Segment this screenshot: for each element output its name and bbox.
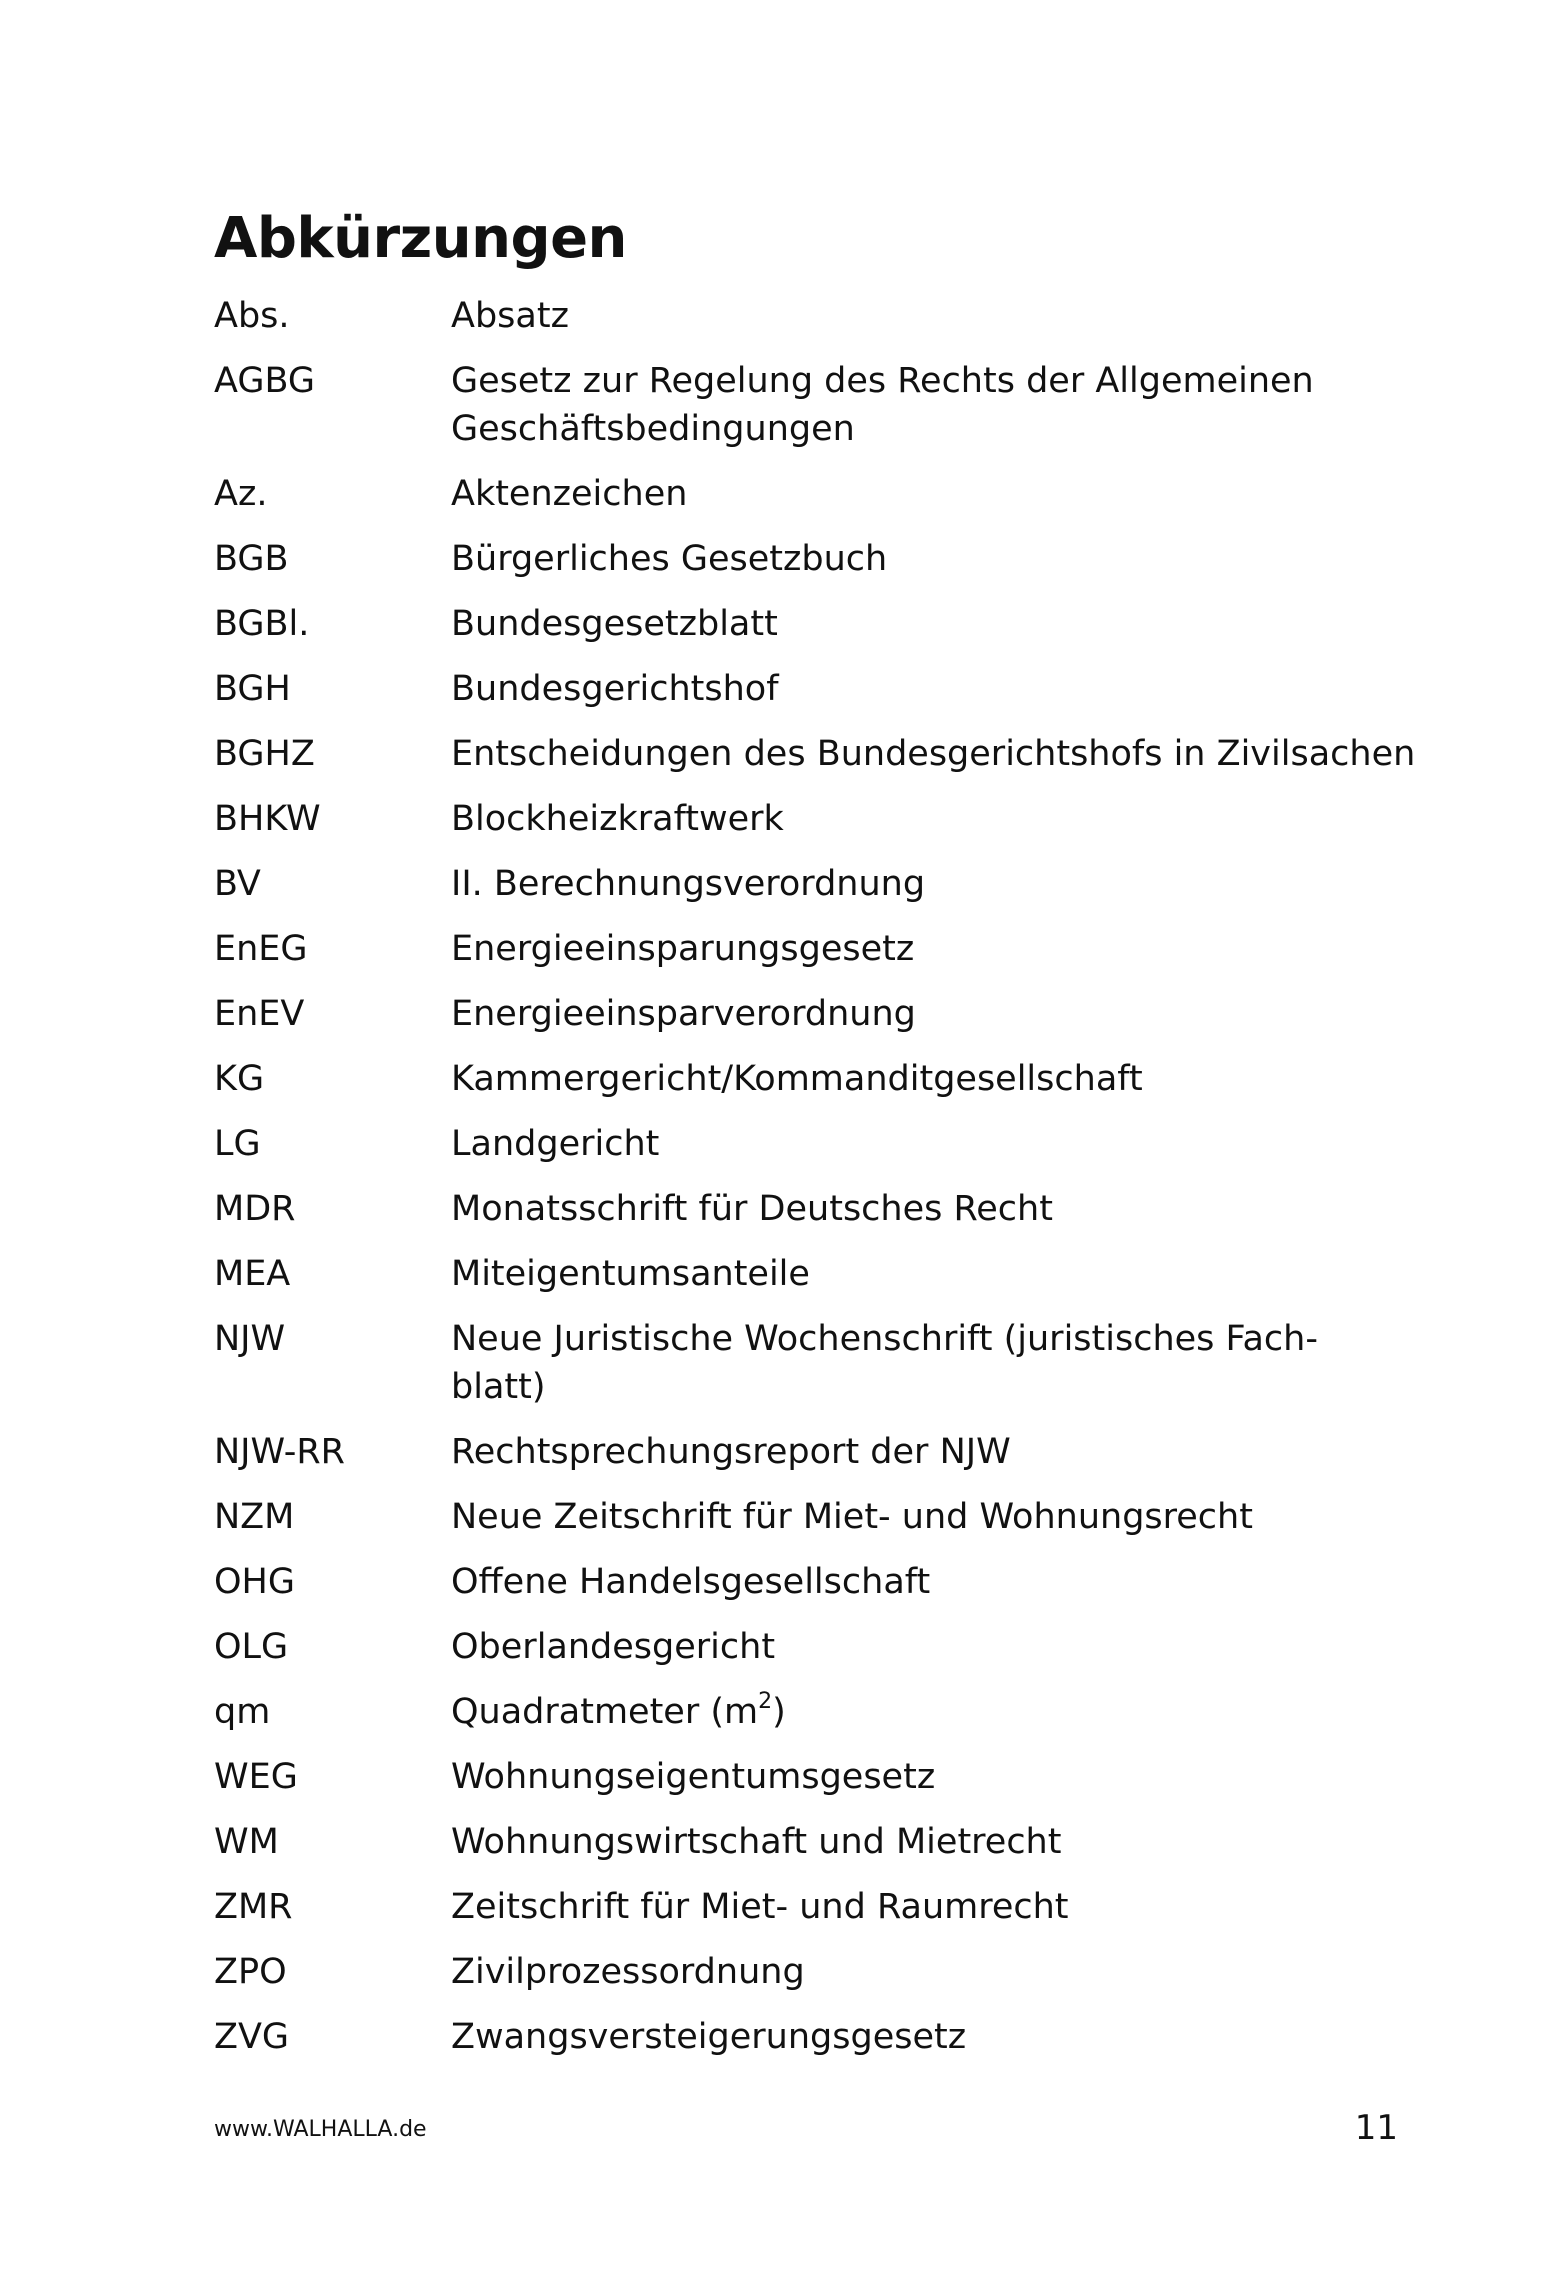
definition-suffix: ): [772, 1692, 786, 1732]
abbreviation-term: EnEV: [214, 994, 305, 1034]
abbreviation-definition: [451, 470, 1414, 518]
definition-text: Entscheidungen des Bundesgerichtshofs in Zivilsachen: [451, 734, 1416, 774]
definition-line: [451, 730, 1415, 778]
abbreviation-term: BGBl.: [214, 604, 310, 644]
abbreviation-entry: [214, 1558, 1414, 1606]
definition-text: Quadratmeter (m: [451, 1692, 759, 1732]
definition-line: [451, 405, 1414, 453]
definition-text: Bundesgesetzblatt: [451, 604, 778, 644]
abbreviation-definition: [451, 730, 1415, 778]
abbreviation-term: ZVG: [214, 2017, 290, 2057]
abbreviation-definition: [451, 1055, 1414, 1103]
abbreviation-list: [214, 292, 1414, 2078]
abbreviation-entry: [214, 470, 1414, 518]
definition-text: Rechtsprechungsreport der NJW: [451, 1432, 1011, 1472]
abbreviation-term: BHKW: [214, 799, 321, 839]
definition-line: [451, 2013, 1414, 2061]
abbreviation-term: MEA: [214, 1254, 291, 1294]
definition-line: [451, 1948, 1414, 1996]
definition-line: [451, 925, 1414, 973]
superscript-exponent: 2: [758, 1689, 773, 1715]
abbreviation-term: AGBG: [214, 361, 315, 401]
abbreviation-term: qm: [214, 1692, 271, 1732]
definition-text: Energieeinsparverordnung: [451, 994, 916, 1034]
abbreviation-definition: [451, 1753, 1414, 1801]
definition-text: Zwangsversteigerungsgesetz: [451, 2017, 967, 2057]
definition-text: II. Berechnungsverordnung: [451, 864, 926, 904]
definition-line: [451, 535, 1414, 583]
definition-text: Neue Zeitschrift für Miet- und Wohnungsrecht: [451, 1497, 1253, 1537]
abbreviation-entry: [214, 2013, 1414, 2061]
definition-line: [451, 665, 1414, 713]
abbreviation-entry: [214, 1428, 1414, 1476]
definition-line: [451, 1818, 1414, 1866]
definition-text: Wohnungseigentumsgesetz: [451, 1757, 936, 1797]
definition-text: Neue Juristische Wochenschrift (juristisches Fach-: [451, 1319, 1318, 1359]
definition-text: Energieeinsparungsgesetz: [451, 929, 915, 969]
definition-text: Blockheizkraftwerk: [451, 799, 784, 839]
footer-url: www.WALHALLA.de: [214, 2117, 427, 2142]
abbreviation-entry: [214, 357, 1414, 453]
definition-text: Zeitschrift für Miet- und Raumrecht: [451, 1887, 1069, 1927]
definition-text: Kammergericht/Kommanditgesellschaft: [451, 1059, 1143, 1099]
definition-text: Oberlandesgericht: [451, 1627, 776, 1667]
definition-line: [451, 1185, 1414, 1233]
abbreviation-entry: [214, 1055, 1414, 1103]
abbreviation-term: EnEG: [214, 929, 308, 969]
abbreviation-definition: [451, 292, 1414, 340]
abbreviation-definition: [451, 1948, 1414, 1996]
abbreviation-term: NJW: [214, 1319, 286, 1359]
abbreviation-entry: [214, 600, 1414, 648]
abbreviation-term: OHG: [214, 1562, 295, 1602]
abbreviation-term: BGH: [214, 669, 291, 709]
abbreviation-entry: [214, 1688, 1414, 1736]
definition-text: Monatsschrift für Deutsches Recht: [451, 1189, 1053, 1229]
definition-line: [451, 1558, 1414, 1606]
abbreviation-entry: [214, 1753, 1414, 1801]
definition-line: [451, 860, 1414, 908]
definition-line: [451, 1120, 1414, 1168]
definition-line: [451, 990, 1414, 1038]
abbreviation-term: KG: [214, 1059, 265, 1099]
definition-line: [451, 1688, 1414, 1736]
definition-text: Miteigentumsanteile: [451, 1254, 810, 1294]
definition-text: Zivilprozessordnung: [451, 1952, 805, 1992]
definition-line: [451, 1250, 1414, 1298]
abbreviation-term: BGB: [214, 539, 289, 579]
abbreviation-entry: [214, 1948, 1414, 1996]
abbreviation-entry: [214, 860, 1414, 908]
abbreviation-entry: [214, 795, 1414, 843]
abbreviation-term: ZPO: [214, 1952, 287, 1992]
abbreviation-entry: [214, 665, 1414, 713]
abbreviation-definition: [451, 1558, 1414, 1606]
definition-line: [451, 1753, 1414, 1801]
abbreviation-term: ZMR: [214, 1887, 293, 1927]
abbreviation-definition: [451, 990, 1414, 1038]
definition-text: Geschäftsbedingungen: [451, 409, 855, 449]
abbreviation-entry: [214, 535, 1414, 583]
abbreviation-entry: [214, 1315, 1414, 1411]
abbreviation-term: Az.: [214, 474, 268, 514]
definition-text: Aktenzeichen: [451, 474, 688, 514]
abbreviation-term: BV: [214, 864, 261, 904]
definition-text: Bundesgerichtshof: [451, 669, 779, 709]
abbreviation-definition: [451, 357, 1414, 453]
abbreviation-entry: [214, 1185, 1414, 1233]
abbreviation-term: OLG: [214, 1627, 289, 1667]
abbreviation-entry: [214, 1883, 1414, 1931]
definition-text: Wohnungswirtschaft und Mietrecht: [451, 1822, 1062, 1862]
abbreviation-entry: [214, 990, 1414, 1038]
abbreviation-entry: [214, 1120, 1414, 1168]
definition-line: [451, 1363, 1414, 1411]
abbreviation-definition: [451, 1250, 1414, 1298]
abbreviation-definition: [451, 1185, 1414, 1233]
definition-text: Absatz: [451, 296, 569, 336]
abbreviation-term: MDR: [214, 1189, 296, 1229]
abbreviation-term: LG: [214, 1124, 261, 1164]
abbreviation-term: NJW-RR: [214, 1432, 345, 1472]
definition-line: [451, 357, 1414, 405]
abbreviation-definition: [451, 2013, 1414, 2061]
abbreviation-entry: [214, 1623, 1414, 1671]
abbreviation-definition: [451, 1688, 1414, 1736]
abbreviation-term: Abs.: [214, 296, 290, 336]
abbreviation-definition: [451, 1883, 1414, 1931]
definition-line: [451, 600, 1414, 648]
abbreviation-term: WM: [214, 1822, 279, 1862]
abbreviation-definition: [451, 1315, 1414, 1411]
abbreviation-entry: [214, 1493, 1414, 1541]
page-number: 11: [1354, 2108, 1398, 2148]
definition-line: [451, 470, 1414, 518]
definition-line: [451, 795, 1414, 843]
abbreviation-definition: [451, 665, 1414, 713]
definition-line: [451, 1315, 1414, 1363]
definition-line: [451, 1883, 1414, 1931]
definition-line: [451, 1493, 1414, 1541]
abbreviation-definition: [451, 925, 1414, 973]
abbreviation-entry: [214, 730, 1414, 778]
abbreviation-term: BGHZ: [214, 734, 315, 774]
abbreviation-entry: [214, 1818, 1414, 1866]
abbreviation-definition: [451, 860, 1414, 908]
abbreviation-entry: [214, 925, 1414, 973]
definition-line: [451, 1623, 1414, 1671]
definition-line: [451, 292, 1414, 340]
abbreviation-entry: [214, 1250, 1414, 1298]
definition-text: Bürgerliches Gesetzbuch: [451, 539, 888, 579]
definition-line: [451, 1428, 1414, 1476]
abbreviation-term: WEG: [214, 1757, 298, 1797]
abbreviation-definition: [451, 535, 1414, 583]
page-title: Abkürzungen: [214, 206, 627, 271]
definition-text: Landgericht: [451, 1124, 660, 1164]
abbreviation-definition: [451, 1428, 1414, 1476]
definition-text: blatt): [451, 1367, 546, 1407]
abbreviation-definition: [451, 600, 1414, 648]
definition-text: Gesetz zur Regelung des Rechts der Allgemeinen: [451, 361, 1314, 401]
definition-line: [451, 1055, 1414, 1103]
definition-text: Offene Handelsgesellschaft: [451, 1562, 931, 1602]
abbreviation-definition: [451, 1120, 1414, 1168]
abbreviation-definition: [451, 1493, 1414, 1541]
abbreviation-entry: [214, 292, 1414, 340]
abbreviation-definition: [451, 1623, 1414, 1671]
abbreviation-term: NZM: [214, 1497, 295, 1537]
abbreviation-definition: [451, 1818, 1414, 1866]
abbreviation-definition: [451, 795, 1414, 843]
